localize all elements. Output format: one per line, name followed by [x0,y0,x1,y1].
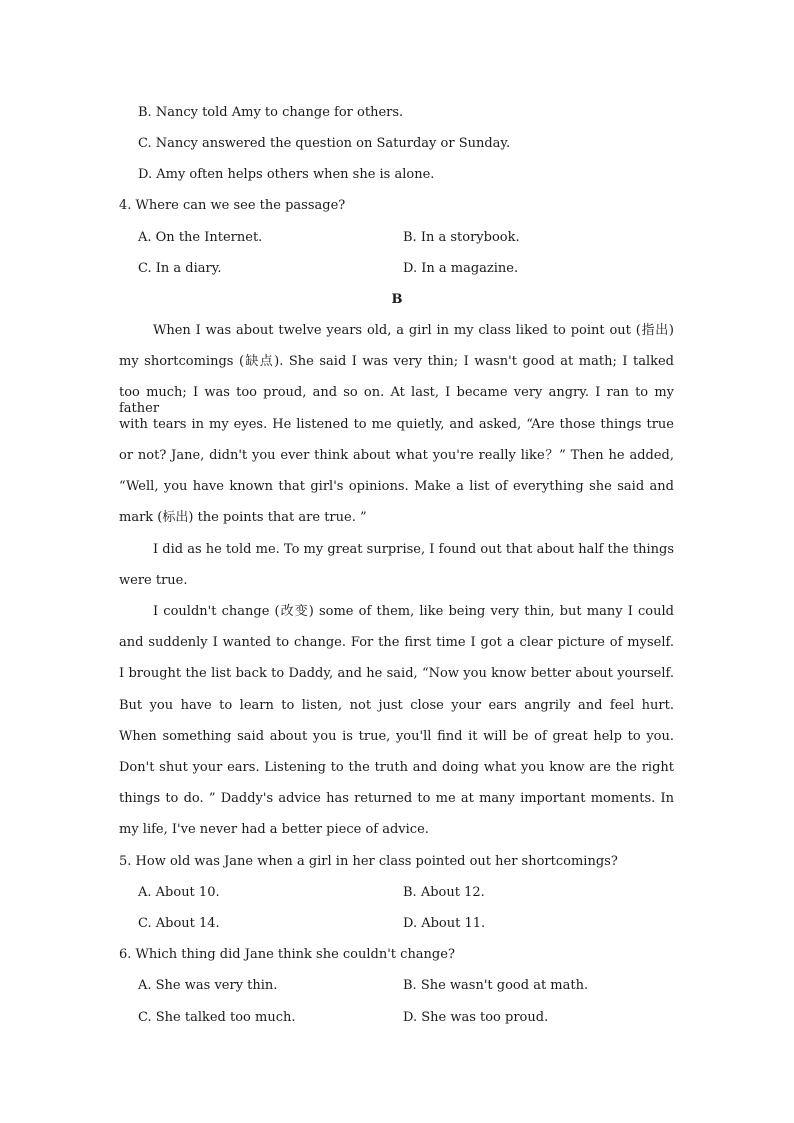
passage-line: I couldn't change (改变) some of them, like being very thin, but many I could [153,604,674,619]
q3-option-d: D. Amy often helps others when she is alone. [138,167,435,182]
passage-line: or not? Jane, didn't you ever think about what you're really like？” Then he added, [119,448,674,463]
passage-line: I brought the list back to Daddy, and he said, “Now you know better about yourself. [119,666,674,681]
passage-line: I did as he told me. To my great surprise, I found out that about half the things [153,542,675,557]
q5-question: 5. How old was Jane when a girl in her class pointed out her shortcomings? [119,854,618,869]
q5-option-c: C. About 14. [138,916,220,931]
q4-option-c: C. In a diary. [138,261,222,276]
q6-option-b: B. She wasn't good at math. [403,978,589,993]
q6-option-c: C. She talked too much. [138,1010,296,1025]
passage-line: my life, I've never had a better piece of advice. [119,822,429,837]
passage-line: When something said about you is true, you'll find it will be of great help to you. [119,729,674,744]
passage-line: were true. [119,573,188,588]
passage-line: “Well, you have known that girl's opinions. Make a list of everything she said and [119,479,674,494]
passage-line: Don't shut your ears. Listening to the truth and doing what you know are the right [119,760,674,775]
passage-line: and suddenly I wanted to change. For the first time I got a clear picture of myself. [119,635,674,650]
q6-option-d: D. She was too proud. [403,1010,549,1025]
passage-line: But you have to learn to listen, not just close your ears angrily and feel hurt. [119,698,674,713]
q3-option-c: C. Nancy answered the question on Saturday or Sunday. [138,136,511,151]
q5-option-d: D. About 11. [403,916,486,931]
q4-option-b: B. In a storybook. [403,230,520,245]
q6-option-a: A. She was very thin. [138,978,278,993]
q6-question: 6. Which thing did Jane think she couldn't change? [119,947,455,962]
q4-question: 4. Where can we see the passage? [119,198,346,213]
q5-option-a: A. About 10. [138,885,220,900]
q3-option-b: B. Nancy told Amy to change for others. [138,105,404,120]
passage-line: things to do. ” Daddy's advice has returned to me at many important moments. In [119,791,674,806]
q4-option-d: D. In a magazine. [403,261,519,276]
passage-line: my shortcomings (缺点). She said I was very thin; I wasn't good at math; I talked [119,354,674,369]
passage-line: with tears in my eyes. He listened to me quietly, and asked, “Are those things true [119,417,674,432]
q5-option-b: B. About 12. [403,885,485,900]
passage-line: too much; I was too proud, and so on. At last, I became very angry. I ran to my father [119,385,674,416]
passage-line: mark (标出) the points that are true. ” [119,510,367,525]
section-b-heading: B [391,292,403,307]
passage-line: When I was about twelve years old, a girl in my class liked to point out (指出) [153,323,674,338]
q4-option-a: A. On the Internet. [138,230,263,245]
